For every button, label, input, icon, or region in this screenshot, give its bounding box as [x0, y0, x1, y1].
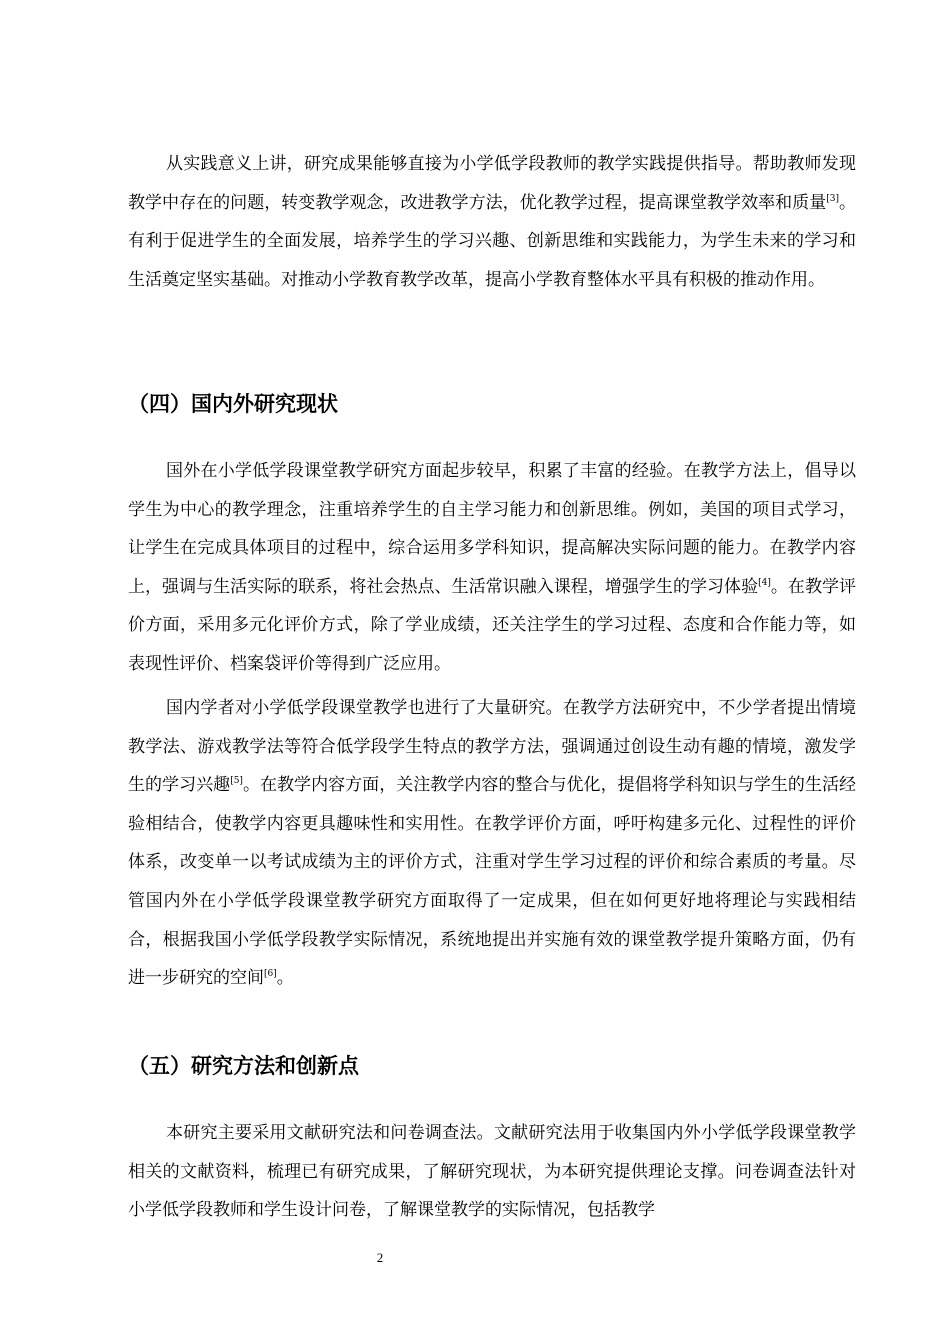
- paragraph-domestic-research: 国内学者对小学低学段课堂教学也进行了大量研究。在教学方法研究中，不少学者提出情境教学法、游戏教学法等符合低学段学生特点的教学方法，强调通过创设生动有趣的情境，激发学生的学习兴趣[5]。在教学内容方面，关注教学内容的整合与优化，提倡将学科知识与学生的生活经验相结合，使教学内容更具趣味性和实用性。在教学评价方面，呼吁构建多元化、过程性的评价体系，改变单一以考试成绩为主的评价方式，注重对学生学习过程的评价和综合素质的考量。尽管国内外在小学低学段课堂教学研究方面取得了一定成果，但在如何更好地将理论与实践相结合，根据我国小学低学段教学实际情况，系统地提出并实施有效的课堂教学提升策略方面，仍有进一步研究的空间[6]。: [128, 698, 857, 989]
- section-heading-methods-innovation: （五）研究方法和创新点: [128, 1054, 359, 1078]
- citation-5: [5]: [230, 776, 243, 787]
- citation-4: [4]: [758, 577, 771, 588]
- paragraph-foreign-research: 国外在小学低学段课堂教学研究方面起步较早，积累了丰富的经验。在教学方法上，倡导以学生为中心的教学理念，注重培养学生的自主学习能力和创新思维。例如，美国的项目式学习，让学生在完成具体项目的过程中，综合运用多学科知识，提高解决实际问题的能力。在教学内容上，强调与生活实际的联系，将社会热点、生活常识融入课程，增强学生的学习体验[4]。在教学评价方面，采用多元化评价方式，除了学业成绩，还关注学生的学习过程、态度和合作能力等，如表现性评价、档案袋评价等得到广泛应用。: [128, 461, 857, 674]
- paragraph-research-methods: 本研究主要采用文献研究法和问卷调查法。文献研究法用于收集国内外小学低学段课堂教学相关的文献资料，梳理已有研究成果，了解研究现状，为本研究提供理论支撑。问卷调查法针对小学低学段教师和学生设计问卷，了解课堂教学的实际情况，包括教学: [128, 1123, 856, 1221]
- page-number: 2: [376, 1250, 384, 1265]
- paragraph-practical-significance: 从实践意义上讲，研究成果能够直接为小学低学段教师的教学实践提供指导。帮助教师发现教学中存在的问题，转变教学观念，改进教学方法，优化教学过程，提高课堂教学效率和质量[3]。有利于促进学生的全面发展，培养学生的学习兴趣、创新思维和实践能力，为学生未来的学习和生活奠定坚实基础。对推动小学教育教学改革，提高小学教育整体水平具有积极的推动作用。: [128, 154, 856, 290]
- section-heading-research-status: （四）国内外研究现状: [128, 392, 338, 416]
- citation-3: [3]: [826, 193, 839, 204]
- citation-6: [6]: [264, 969, 277, 980]
